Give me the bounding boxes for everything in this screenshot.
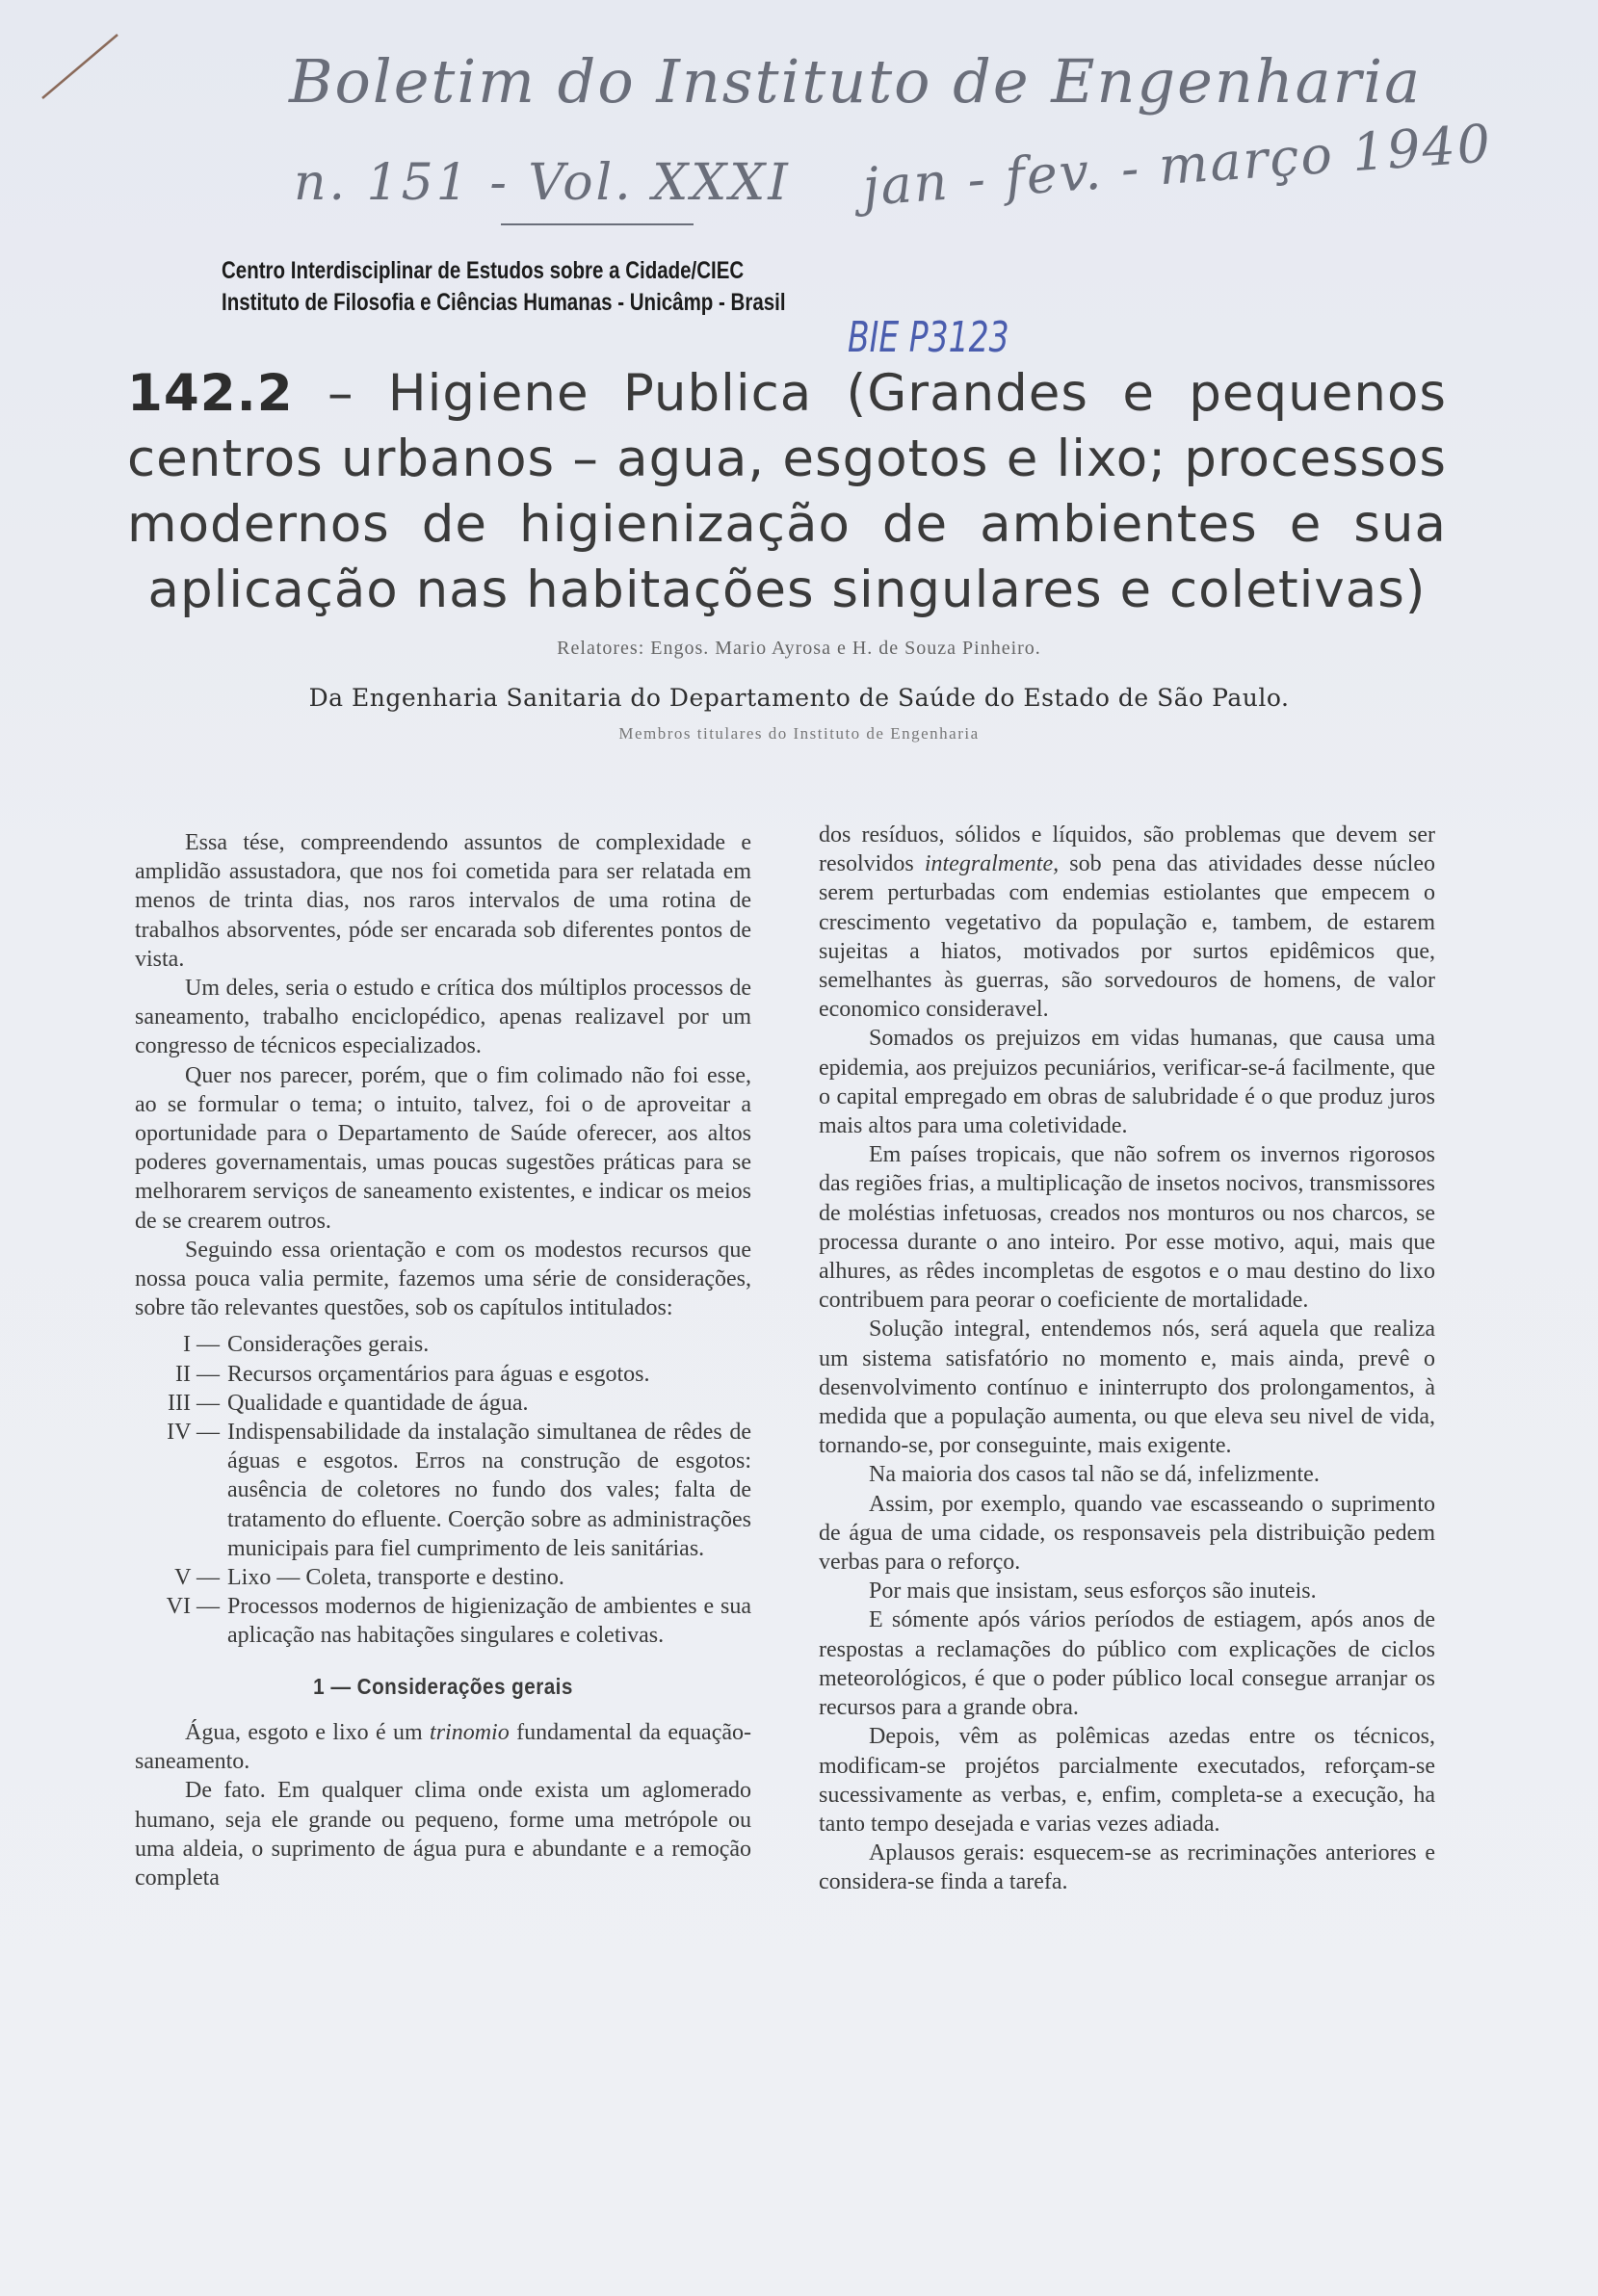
chapter-title: Processos modernos de higienização de ambientes e sua aplicação nas habitações singulares e coletivas. — [227, 1594, 751, 1649]
text-run: fundamental da equação-saneamento. — [135, 1719, 751, 1775]
authors-line: Relatores: Engos. Mario Ayrosa e H. de Souza Pinheiro. — [557, 638, 1041, 659]
paragraph: Seguindo essa orientação e com os modestos recursos que nossa pouca valia permite, fazemos uma série de considerações, sobre tão relevantes questões, sob os capítulos intitulados: — [135, 1237, 751, 1321]
library-stamp: BIE P3123 — [848, 313, 1009, 362]
text-run: Água, esgoto e lixo é um — [185, 1719, 431, 1745]
handwritten-journal-title: Boletim do Instituto de Engenharia — [289, 46, 1423, 117]
paragraph: Essa tése, compreendendo assuntos de complexidade e amplidão assustadora, que nos foi cometida para ser relatada em menos de trinta dias, nos raros intervalos de uma rotina de trabalhos absorventes, póde ser encarada sob diferentes pontos de vista. — [135, 830, 751, 972]
paragraph: Em países tropicais, que não sofrem os invernos rigorosos das regiões frias, a multiplicação de insetos nocivos, transmissores de moléstias infetuosas, creados nos monturos ou nos charcos, se processa durante o ano inteiro. Por esse motivo, aqui, mais que alhures, as rêdes incompletas de esgotos e o mau destino do lixo contribuem para peorar o coeficiente de mortalidade. — [819, 1142, 1435, 1314]
emphasis: trinomio — [430, 1719, 510, 1745]
paragraph: Solução integral, entendemos nós, será aquela que realiza um sistema satisfatório no momento e, mais ainda, prevê o desenvolvimento contínuo e ininterrupto dos prolongamentos, à medida que a população aumenta, ou que eleva seu nivel de vida, tornando-se, por conseguinte, mais exigente. — [819, 1317, 1435, 1459]
chapter-title: Lixo — Coleta, transporte e destino. — [227, 1565, 564, 1591]
handwritten-date: jan - fev. - março 1940 — [860, 113, 1495, 218]
chapter-title: Indispensabilidade da instalação simultanea de rêdes de águas e esgotos. Erros na construção de esgotos: ausência de coletores no fundo dos vales; falta de tratamento do efluente. Coerção sobre as administrações municipais para fiel cumprimento de leis sanitárias. — [227, 1420, 751, 1561]
handwritten-underline — [501, 223, 694, 225]
chapter-number: III — — [168, 1390, 220, 1416]
paragraph: Aplausos gerais: esquecem-se as recriminações anteriores e considera-se finda a tarefa. — [819, 1840, 1435, 1895]
left-column — [135, 828, 751, 1892]
chapter-item — [135, 1330, 751, 1359]
article-title-text: – Higiene Publica (Grandes e pequenos centros urbanos – agua, esgotos e lixo; processos modernos de higienização de ambientes e sua aplicação nas habitações singulares e coletivas) — [127, 364, 1447, 619]
paragraph: Assim, por exemplo, quando vae escasseando o suprimento de água de uma cidade, os responsaveis pela distribuição pedem verbas para o reforço. — [819, 1491, 1435, 1576]
paragraph: Depois, vêm as polêmicas azedas entre os técnicos, modificam-se projétos parcialmente executados, reforçam-se sucessivamente as verbas, e, enfim, completa-se a execução, ha tanto tempo desejada e varias vezes adiada. — [819, 1724, 1435, 1837]
paragraph: Somados os prejuizos em vidas humanas, que causa uma epidemia, aos prejuizos pecuniários, verificar-se-á facilmente, que o capital empregado em obras de salubridade é o que produz juros mais altos para uma coletividade. — [819, 1026, 1435, 1139]
article-number: 142.2 — [127, 364, 294, 423]
institution-line-2: Instituto de Filosofia e Ciências Humanas - Unicâmp - Brasil — [222, 289, 786, 316]
right-column — [819, 821, 1435, 1897]
paragraph: Por mais que insistam, seus esforços são inuteis. — [869, 1578, 1317, 1605]
chapter-number: II — — [175, 1361, 220, 1387]
chapter-title: Considerações gerais. — [227, 1332, 430, 1358]
pencil-corner-mark — [39, 29, 125, 106]
chapter-title: Qualidade e quantidade de água. — [227, 1390, 529, 1416]
text-run: dos resíduos, sólidos e líquidos, são problemas que devem ser resolvidos — [819, 822, 1435, 877]
paragraph: De fato. Em qualquer clima onde exista um aglomerado humano, seja ele grande ou pequeno, forme uma metrópole ou uma aldeia, o suprimento de água pura e abundante e a remoção completa — [135, 1778, 751, 1891]
membership-line: Membros titulares do Instituto de Engenharia — [618, 724, 980, 743]
chapter-item — [135, 1418, 751, 1563]
chapter-item — [135, 1360, 751, 1389]
department-line: Da Engenharia Sanitaria do Departamento de Saúde do Estado de São Paulo. — [308, 684, 1290, 712]
institution-header — [222, 255, 786, 319]
paragraph — [819, 821, 1435, 1024]
section-heading: 1 — Considerações gerais — [313, 1673, 573, 1699]
chapter-item — [135, 1389, 751, 1418]
chapter-number: VI — — [166, 1594, 220, 1620]
chapter-number: IV — — [167, 1420, 220, 1446]
chapter-number: I — — [183, 1332, 220, 1358]
paragraph — [135, 1718, 751, 1776]
text-run: sob pena das atividades desse núcleo serem perturbadas com endemias estiolantes que empecem o crescimento vegetativo da população e, tambem, de estarem sujeitas a hiatos, motivados por surtos epidêmicos que, semelhantes às guerras, são sorvedouros de homens, de valor economico consideravel. — [819, 851, 1435, 1023]
paragraph: E sómente após vários períodos de estiagem, após anos de respostas a reclamações do público com explicações de ciclos meteorológicos, é que o poder público local consegue arranjar os recursos para a grande obra. — [819, 1607, 1435, 1721]
paragraph: Quer nos parecer, porém, que o fim colimado não foi esse, ao se formular o tema; o intuito, talvez, foi o de aproveitar a oportunidade para o Departamento de Saúde oferecer, aos altos poderes governamentais, umas poucas sugestões práticas para se melhorarem serviços de saneamento existentes, e indicar os meios de se crearem outros. — [135, 1062, 751, 1234]
emphasis: integralmente, — [924, 851, 1060, 877]
institution-line-1: Centro Interdisciplinar de Estudos sobre a Cidade/CIEC — [222, 257, 745, 284]
paragraph: Um deles, seria o estudo e crítica dos múltiplos processos de saneamento, trabalho enciclopédico, apenas realizavel por um congresso de técnicos especializados. — [135, 976, 751, 1059]
article-title — [127, 361, 1447, 623]
chapter-list — [135, 1330, 751, 1650]
handwritten-issue-number: n. 151 - Vol. XXXI — [294, 154, 791, 212]
paragraph: Na maioria dos casos tal não se dá, infelizmente. — [869, 1462, 1320, 1488]
chapter-item — [135, 1592, 751, 1650]
chapter-title: Recursos orçamentários para águas e esgotos. — [227, 1361, 650, 1387]
chapter-item — [135, 1563, 751, 1592]
chapter-number: V — — [174, 1565, 220, 1591]
